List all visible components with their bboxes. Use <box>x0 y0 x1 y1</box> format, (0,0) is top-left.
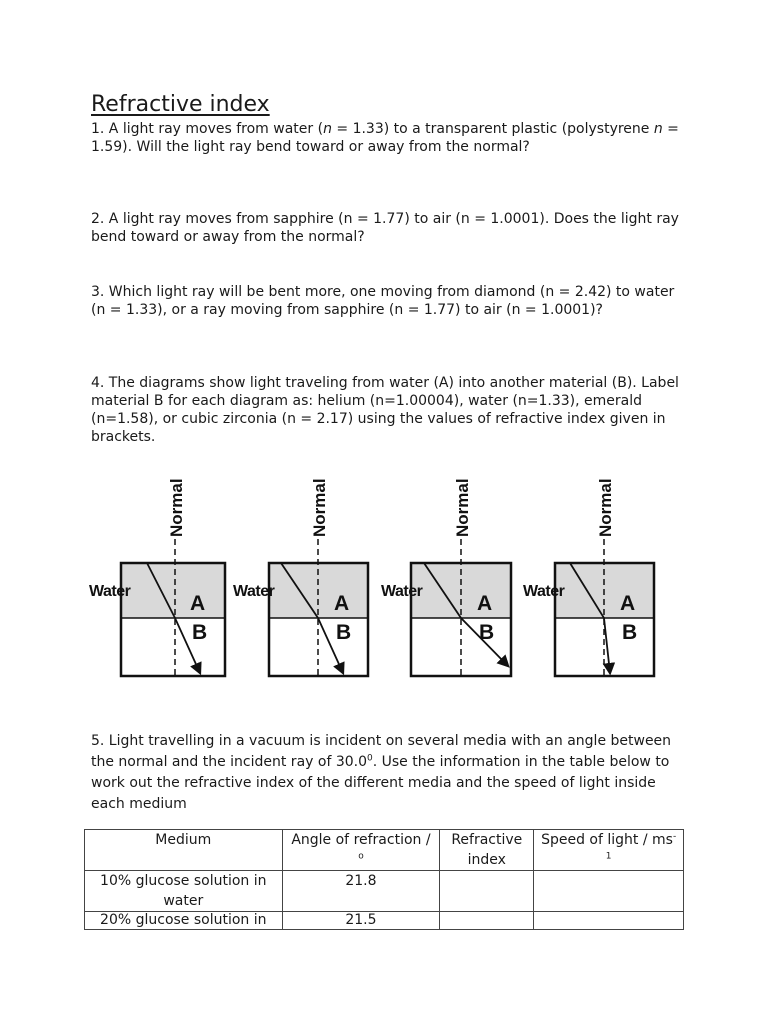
cell-speed[interactable] <box>534 871 684 912</box>
cell-angle: 21.8 <box>282 871 440 912</box>
material-a-label: A <box>620 592 636 615</box>
material-b-label: B <box>479 621 495 644</box>
header-speed <box>534 830 684 871</box>
page-title: Refractive index <box>91 92 270 117</box>
refraction-diagrams <box>0 455 768 685</box>
question-3: 3. Which light ray will be bent more, one moving from diamond (n = 2.42) to water (n = 1.33), or a ray moving from sapphire (n = 1.77) to air (n = 1.0001)? <box>91 284 675 318</box>
header-speed-exponent: -1 <box>605 831 677 862</box>
question-1-text-a: 1. A light ray moves from water ( <box>91 121 324 137</box>
header-angle-degree: o <box>358 851 364 862</box>
question-5 <box>91 731 691 815</box>
material-b-label: B <box>622 621 638 644</box>
table-row <box>85 871 684 912</box>
material-a-label: A <box>190 592 206 615</box>
normal-label: Normal <box>167 478 186 537</box>
header-medium: Medium <box>85 830 283 871</box>
question-1-n-symbol-a: n <box>323 121 332 137</box>
diagram-3 <box>381 478 511 676</box>
cell-speed[interactable] <box>534 912 684 930</box>
material-b-label: B <box>192 621 208 644</box>
material-a-label: A <box>477 592 493 615</box>
header-angle-text: Angle of refraction / <box>291 832 431 848</box>
degree-superscript: 0 <box>367 753 373 764</box>
question-1-text-b: = 1.33) to a transparent plastic (polystyrene <box>331 121 654 137</box>
question-1 <box>91 120 691 156</box>
cell-refractive-index[interactable] <box>440 912 534 930</box>
question-4: 4. The diagrams show light traveling from water (A) into another material (B). Label material B for each diagram as: helium (n=1.00004), water (n=1.33), emerald (n=1.58), or cubic zirconia (n = 2.17) using the values of refractive index given in brackets. <box>91 375 679 445</box>
cell-refractive-index[interactable] <box>440 871 534 912</box>
diagram-4 <box>523 478 654 676</box>
question-5-text-b: . Use the information in the table below to work out the refractive index of the different media and the speed of light inside each medium <box>91 754 670 812</box>
diagram-2 <box>233 478 368 676</box>
water-label: Water <box>89 583 131 600</box>
cell-medium: 20% glucose solution in <box>85 912 283 930</box>
material-b-label: B <box>336 621 352 644</box>
question-2: 2. A light ray moves from sapphire (n = 1.77) to air (n = 1.0001). Does the light ray bend toward or away from the normal? <box>91 211 679 245</box>
header-speed-text: Speed of light / ms <box>541 832 673 848</box>
material-a-label: A <box>334 592 350 615</box>
table-row <box>85 912 684 930</box>
normal-label: Normal <box>453 478 472 537</box>
header-refractive-index: Refractive index <box>440 830 534 871</box>
normal-label: Normal <box>596 478 615 537</box>
water-label: Water <box>233 583 275 600</box>
media-table <box>84 829 684 930</box>
question-1-text-c: = 1.59). Will the light ray bend toward or away from the normal? <box>91 121 679 155</box>
diagram-1 <box>89 478 225 676</box>
table-header-row <box>85 830 684 871</box>
question-5-text-a: 5. Light travelling in a vacuum is incident on several media with an angle between the normal and the incident ray of 30.0 <box>91 733 672 770</box>
cell-medium: 10% glucose solution in water <box>85 871 283 912</box>
question-1-n-symbol-b: n <box>653 121 663 137</box>
cell-angle: 21.5 <box>282 912 440 930</box>
normal-label: Normal <box>310 478 329 537</box>
water-label: Water <box>523 583 565 600</box>
water-label: Water <box>381 583 423 600</box>
header-angle <box>282 830 440 871</box>
